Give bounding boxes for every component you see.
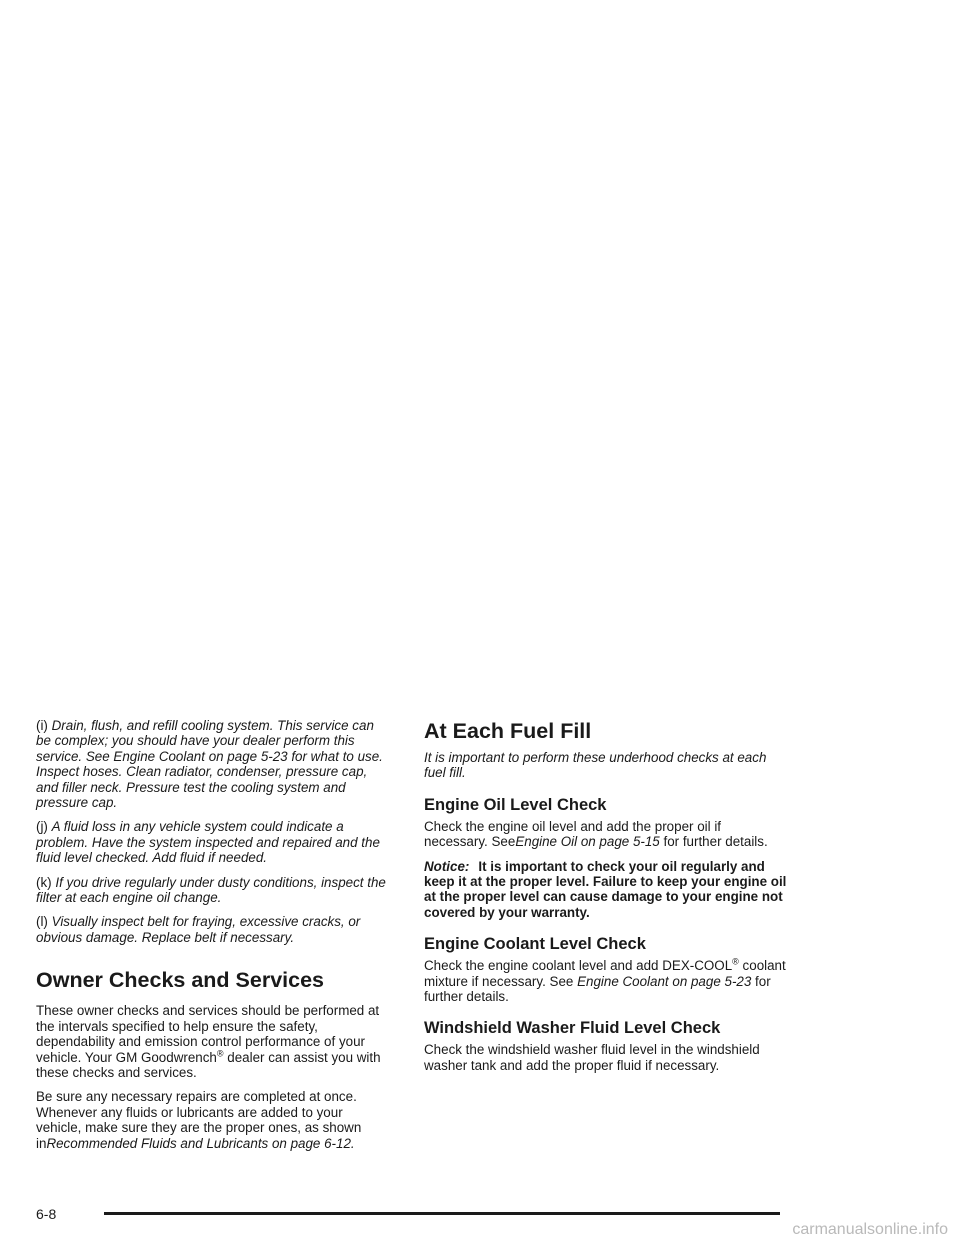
oil-check-heading: Engine Oil Level Check: [424, 795, 607, 814]
owner-paragraph-1: [36, 1003, 388, 1080]
coolant-p-text-c: for further details.: [424, 973, 771, 1005]
page-number: 6-8: [36, 1206, 57, 1222]
coolant-check-heading: Engine Coolant Level Check: [424, 935, 646, 954]
note-text: If you drive regularly under dusty conditions, inspect the filter at each engine oil change.: [36, 874, 386, 906]
oil-check-paragraph: [424, 819, 788, 850]
right-column: [424, 718, 788, 1073]
footer-rule: [104, 1212, 780, 1215]
note-text: Visually inspect belt for fraying, excessive cracks, or obvious damage. Replace belt if necessary.: [36, 914, 361, 945]
note-item-j: [36, 819, 388, 865]
note-text: A fluid loss in any vehicle system could indicate a problem. Have the system inspected and repaired and the fluid level checked. Add fluid if needed.: [36, 819, 380, 866]
owner-p1-text-b: dealer can assist you with these checks and services.: [36, 1049, 381, 1080]
oil-p-text-b: for further details.: [663, 834, 768, 850]
note-letter: (k): [36, 874, 52, 890]
left-column: [36, 718, 388, 1151]
owner-checks-heading: Owner Checks and Services: [36, 968, 325, 993]
washer-check-paragraph: Check the windshield washer fluid level in the windshield washer tank and add the proper fluid if necessary.: [424, 1042, 760, 1073]
note-letter: (i): [36, 718, 48, 733]
owner-paragraph-2: [36, 1089, 388, 1151]
note-letter: (l): [36, 914, 48, 930]
engine-oil-reference: Engine Oil on page 5-15: [515, 834, 660, 850]
note-item-k: [36, 875, 388, 906]
engine-coolant-reference: Engine Coolant on page 5-23: [577, 973, 752, 989]
owner-p1-text-a: These owner checks and services should be performed at the intervals specified to help ensure the safety, dependability and emission control performance of your vehicle. Your GM Goodwrench: [36, 1003, 380, 1065]
note-text: Drain, flush, and refill cooling system. This service can be complex; you should have your dealer perform this service. See Engine Coolant on page 5-23 for what to use. Inspect hoses. Clean radiator, condenser, pressure cap, and filler neck. Pressure test the cooling system and pressure cap.: [36, 718, 383, 811]
registered-mark: ®: [216, 1048, 224, 1059]
fuel-fill-heading: At Each Fuel Fill: [424, 719, 592, 743]
coolant-check-paragraph: [424, 958, 788, 1004]
notice-text: It is important to check your oil regularly and keep it at the proper level. Failure to keep your engine oil at the proper level can cause damage to your engine not covered by your warranty.: [424, 858, 787, 920]
oil-p-text-a: Check the engine oil level and add the proper oil if necessary. See: [424, 818, 722, 850]
note-letter: (j): [36, 819, 48, 835]
oil-notice: [424, 859, 788, 921]
fluids-reference-link: Recommended Fluids and Lubricants on page 6-12.: [46, 1135, 355, 1151]
fuel-fill-intro: It is important to perform these underhood checks at each fuel fill.: [424, 750, 767, 781]
note-item-l: [36, 914, 388, 945]
coolant-p-text-a: Check the engine coolant level and add DEX-COOL: [424, 958, 733, 974]
watermark: carmanualsonline.info: [792, 1221, 948, 1238]
owner-p2-text-a: Be sure any necessary repairs are completed at once. Whenever any fluids or lubricants are added to your vehicle, make sure they are the proper ones, as shown in: [36, 1089, 362, 1151]
note-item-i: [36, 718, 388, 810]
registered-mark: ®: [732, 956, 739, 967]
notice-label: Notice:: [424, 858, 470, 874]
washer-check-heading: Windshield Washer Fluid Level Check: [424, 1019, 721, 1038]
coolant-p-text-b: coolant mixture if necessary. See: [424, 958, 786, 989]
